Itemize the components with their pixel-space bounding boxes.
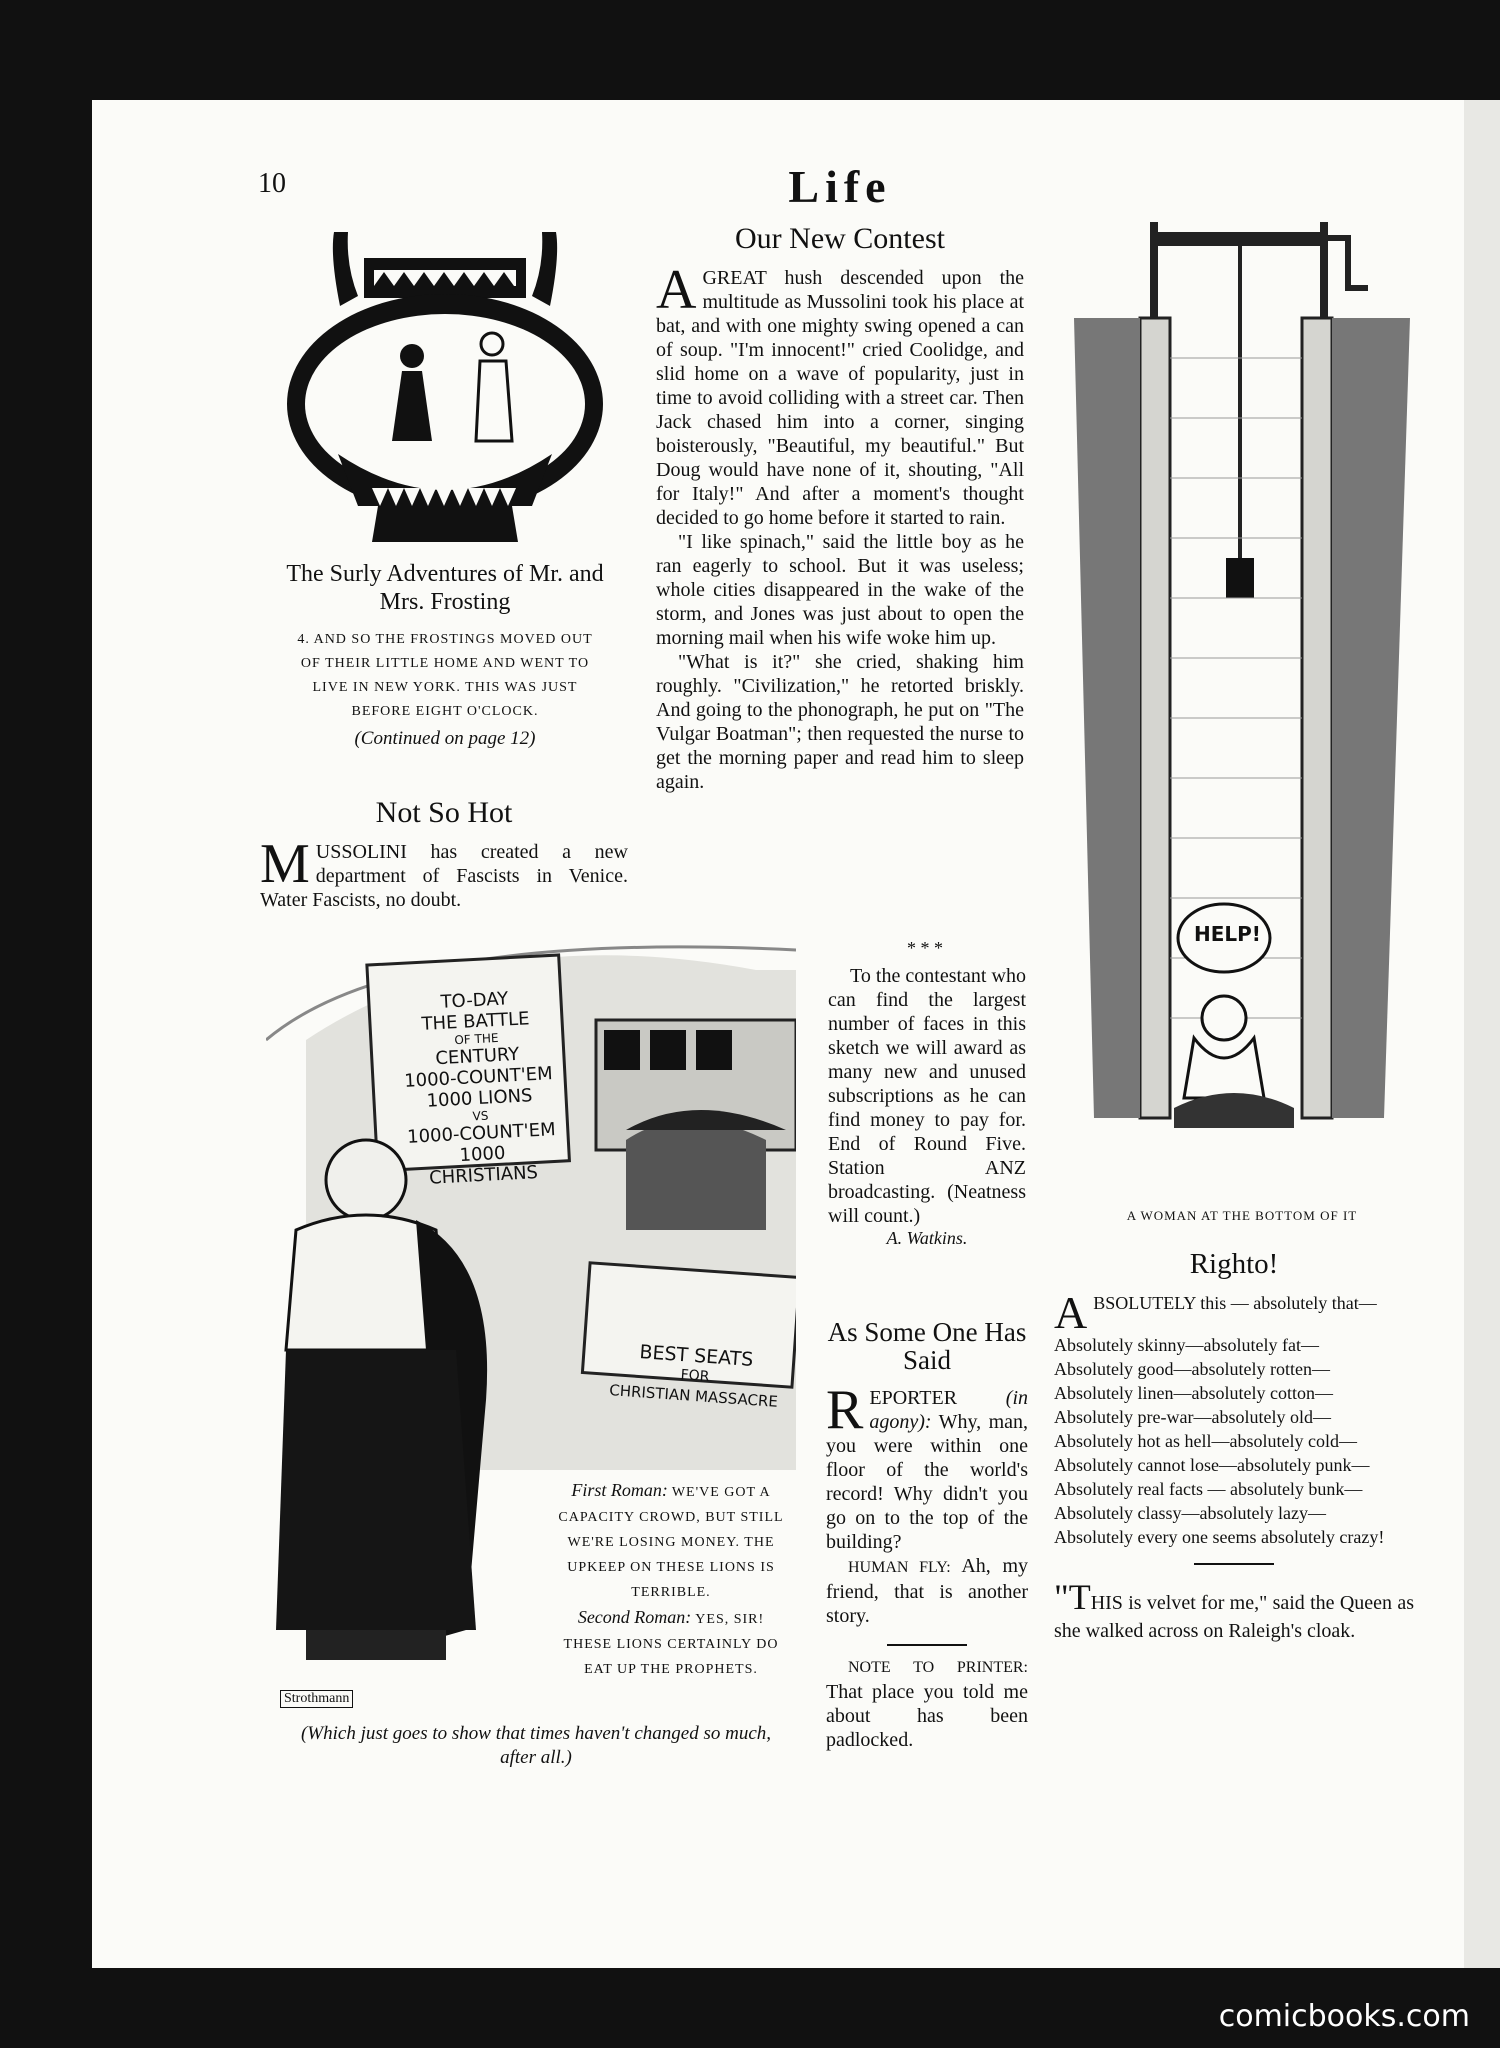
righto-line: Absolutely pre-war—absolutely old—: [1054, 1407, 1331, 1427]
arena-sign-line: TO-DAY: [440, 988, 509, 1013]
some-one-dropcap: R: [826, 1379, 864, 1441]
artist-signature: Strothmann: [280, 1690, 353, 1708]
human-fly-label: HUMAN FLY:: [848, 1559, 951, 1576]
help-speech: HELP!: [1194, 922, 1261, 946]
arena-sign-line: 1000 CHRISTIANS: [428, 1142, 539, 1189]
not-so-hot-dropcap: M: [260, 833, 310, 895]
reporter-stage-direction: (in agony):: [869, 1387, 1028, 1433]
well-illustration: [1064, 218, 1420, 1178]
site-watermark: comicbooks.com: [1218, 1999, 1470, 2034]
velvet-dropcap: T: [1068, 1577, 1091, 1617]
surly-continued: (Continued on page 12): [354, 728, 536, 749]
arena-sign-line: OF THE: [454, 1030, 499, 1048]
not-so-hot-title: Not So Hot: [375, 796, 513, 829]
velvet-text: HIS is velvet for me," said the Queen as she walked across on Raleigh's cloak.: [1054, 1592, 1414, 1642]
divider: [887, 1644, 967, 1646]
second-roman-text: YES, SIR! THESE LIONS CERTAINLY DO EAT UP THE PROPHETS.: [563, 1612, 779, 1677]
arena-sign-line: THE BATTLE: [421, 1008, 530, 1035]
righto-line: Absolutely cannot lose—absolutely punk—: [1054, 1455, 1370, 1475]
reporter-line: Why, man, you were within one floor of the world's record! Why didn't you go on to the top of the building?: [826, 1411, 1028, 1553]
contest-dropcap: A: [656, 259, 697, 321]
seats-sign-line: BEST SEATS: [638, 1341, 755, 1371]
contest-paragraph-4: To the contestant who can find the largest number of faces in this sketch we will award as many new and unused subscriptions as he can find money to pay for. End of Round Five. Station ANZ broadcasting. (Neatness will count.): [828, 965, 1026, 1227]
arena-sign-line: CENTURY: [434, 1043, 520, 1070]
righto-line: BSOLUTELY this — absolutely that—: [1093, 1293, 1377, 1313]
righto-line: Absolutely real facts — absolutely bunk—: [1054, 1479, 1363, 1499]
righto-line: Absolutely linen—absolutely cotton—: [1054, 1383, 1333, 1403]
adjacent-page-edge: [1464, 100, 1500, 1968]
righto-dropcap: A: [1054, 1287, 1088, 1338]
contest-paragraph-2: "I like spinach," said the little boy as he ran eagerly to school. But it was useless; whole cities disappeared in the wake of the storm, and Jones was just about to open the morning mail when his wife woke him up.: [656, 531, 1024, 649]
divider: [1194, 1563, 1274, 1565]
arena-sign-line: 1000-COUNT'EM: [403, 1063, 554, 1092]
contest-paragraph-3: "What is it?" she cried, shaking him roughly. "Civilization," he retorted briskly. And going to the phonograph, he put on "The Vulgar Boatman"; then requested the nurse to get the morning paper and read him to sleep again.: [656, 651, 1024, 793]
righto-line: Absolutely good—absolutely rotten—: [1054, 1359, 1330, 1379]
second-roman-label: Second Roman:: [577, 1607, 692, 1627]
arena-sign-line: VS: [472, 1108, 489, 1124]
seats-sign-line: FOR: [680, 1367, 710, 1385]
righto-line: Absolutely skinny—absolutely fat—: [1054, 1335, 1319, 1355]
some-one-title: As Some One Has Said: [827, 1317, 1027, 1375]
contest-stars: * * *: [907, 938, 943, 958]
well-caption: A WOMAN AT THE BOTTOM OF IT: [1126, 1208, 1358, 1223]
velvet-open-quote: ": [1054, 1577, 1069, 1617]
righto-title: Righto!: [1189, 1248, 1279, 1280]
not-so-hot-text: USSOLINI has created a new department of Fascists in Venice. Water Fascists, no doubt.: [260, 841, 628, 911]
righto-line: Absolutely every one seems absolutely crazy!: [1054, 1527, 1385, 1547]
righto-line: Absolutely classy—absolutely lazy—: [1054, 1503, 1326, 1523]
note-to-printer-label: NOTE TO PRINTER:: [848, 1659, 1028, 1676]
seats-sign-line: CHRISTIAN MASSACRE: [608, 1381, 779, 1411]
masthead: Life: [788, 161, 892, 212]
first-roman-text: WE'VE GOT A CAPACITY CROWD, BUT STILL WE'RE LOSING MONEY. THE UPKEEP ON THESE LIONS IS TERRIBLE.: [558, 1485, 784, 1600]
arena-sign-line: 1000-COUNT'EM: [406, 1119, 557, 1148]
surly-title: The Surly Adventures of Mr. and Mrs. Frosting: [286, 561, 604, 615]
arena-sign-line: 1000 LIONS: [426, 1085, 533, 1112]
righto-line: Absolutely hot as hell—absolutely cold—: [1054, 1431, 1357, 1451]
contest-paragraph-1: GREAT hush descended upon the multitude as Mussolini took his place at bat, and with one mighty swing opened a can of soup. "I'm innocent!" cried Coolidge, and slid home on a wave of popularity, just in time to avoid colliding with a street car. Then Jack chased him into a corner, singing boisterously, "Beautiful, my beautiful." But Doug would have none of it, shouting, "All for Italy!" And after a moment's thought decided to go home before it started to rain.: [656, 267, 1024, 529]
note-to-printer-text: That place you told me about has been padlocked.: [826, 1681, 1028, 1751]
reporter-label: EPORTER: [869, 1387, 958, 1409]
human-fly-line: Ah, my friend, that is another story.: [826, 1555, 1029, 1627]
first-roman-label: First Roman:: [571, 1480, 668, 1500]
contest-signature: A. Watkins.: [886, 1228, 968, 1248]
cartoon-footnote: (Which just goes to show that times haven't changed so much, after all.): [300, 1723, 772, 1768]
surly-text: 4. AND SO THE FROSTINGS MOVED OUT OF THEIR LITTLE HOME AND WENT TO LIVE IN NEW YORK. THIS WAS JUST BEFORE EIGHT O'CLOCK.: [297, 632, 593, 719]
page-number: 10: [258, 168, 286, 199]
contest-title: Our New Contest: [735, 222, 945, 255]
greek-vase-illustration: [282, 226, 608, 546]
